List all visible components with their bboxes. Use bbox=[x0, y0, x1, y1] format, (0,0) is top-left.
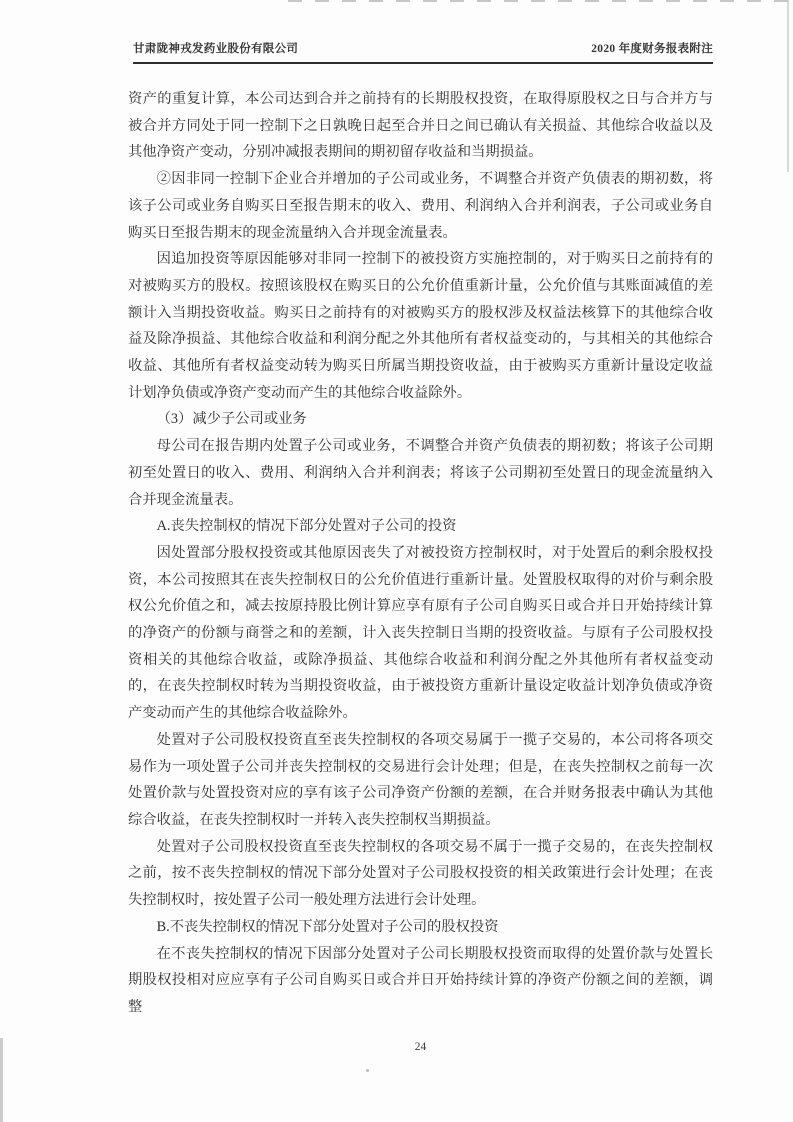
header-report-title: 2020 年度财务报表附注 bbox=[591, 43, 713, 55]
paragraph-8: 处置对子公司股权投资直至丧失控制权的各项交易属于一揽子交易的，本公司将各项交易作为一项处置子公司并丧失控制权的交易进行会计处理；但是，在丧失控制权之前每一次处置价款与处置投资对应的享有该子公司净资产份额的差额，在合并财务报表中确认为其他综合收益，在丧失控制权时一并转入丧失控制权当期损益。 bbox=[128, 731, 713, 828]
paragraph-1: 资产的重复计算，本公司达到合并之前持有的长期股权投资，在取得原股权之日与合并方与被合并方同处于同一控制下之日孰晚日起至合并日之间已确认有关损益、其他综合收益以及其他净资产变动，分别冲减报表期间的期初留存收益和当期损益。 bbox=[128, 91, 713, 161]
paragraph-5: 母公司在报告期内处置子公司或业务，不调整合并资产负债表的期初数；将该子公司期初至处置日的收入、费用、利润纳入合并利润表；将该子公司期初至处置日的现金流量纳入合并现金流量表。 bbox=[128, 438, 713, 508]
scan-artifact-left-edge bbox=[0, 1038, 3, 1122]
paragraph-9: 处置对子公司股权投资直至丧失控制权的各项交易不属于一揽子交易的，在丧失控制权之前，按不丧失控制权的情况下部分处置对子公司股权投资的相关政策进行会计处理；在丧失控制权时，按处置子公司一般处理方法进行会计处理。 bbox=[128, 838, 713, 909]
paragraph-11: 在不丧失控制权的情况下因部分处置对子公司长期股权投资而取得的处置价款与处置长期股权投相对应应享有子公司自购买日或合并日开始持续计算的净资产份额之间的差额，调整 bbox=[128, 945, 713, 1015]
paragraph-7: 因处置部分股权投资或其他原因丧失了对被投资方控制权时，对于处置后的剩余股权投资，本公司按照其在丧失控制权日的公允价值进行重新计量。处置股权取得的对价与剩余股权公允价值之和，减去按原持股比例计算应享有原有子公司自购买日或合并日开始持续计算的净资产的份额与商誉之和的差额，计入丧失控制日当期的投资收益。与原有子公司股权投资相关的其他综合收益，或除净损益、其他综合收益和利润分配之外其他所有者权益变动的，在丧失控制权时转为当期投资收益，由于被投资方重新计量设定收益计划净负债或净资产变动而产生的其他综合收益除外。 bbox=[128, 544, 713, 722]
paragraph-6: A.丧失控制权的情况下部分处置对子公司的投资 bbox=[156, 518, 457, 535]
page-header bbox=[133, 40, 713, 64]
scan-artifact-right-edge bbox=[787, 0, 789, 172]
scan-artifact-speck bbox=[366, 1069, 369, 1072]
page-number: 24 bbox=[414, 1041, 427, 1053]
paragraph-3: 因追加投资等原因能够对非同一控制下的被投资方实施控制的，对于购买日之前持有的对被购买方的股权。按照该股权在购买日的公允价值重新计量，公允价值与其账面减值的差额计入当期投资收益。购买日之前持有的对被购买方的股权涉及权益法核算下的其他综合收益及除净损益、其他综合收益和利润分配之外其他所有者权益变动的，与其相关的其他综合收益、其他所有者权益变动转为购买日所属当期投资收益，由于被购买方重新计量设定收益计划净负债或净资产变动而产生的其他综合收益除外。 bbox=[128, 251, 713, 401]
header-company: 甘肃陇神戎发药业股份有限公司 bbox=[133, 43, 299, 55]
page-footer bbox=[128, 1041, 713, 1053]
document-body bbox=[128, 86, 713, 1021]
paragraph-4: （3）减少子公司或业务 bbox=[156, 411, 307, 428]
scan-artifact-top-edge bbox=[288, 0, 788, 2]
paragraph-10: B.不丧失控制权的情况下部分处置对子公司的股权投资 bbox=[156, 918, 499, 935]
paragraph-2: ②因非同一控制下企业合并增加的子公司或业务，不调整合并资产负债表的期初数，将该子公司或业务自购买日至报告期末的收入、费用、利润纳入合并利润表，子公司或业务自购买日至报告期末的现金流量纳入合并现金流量表。 bbox=[128, 171, 713, 241]
